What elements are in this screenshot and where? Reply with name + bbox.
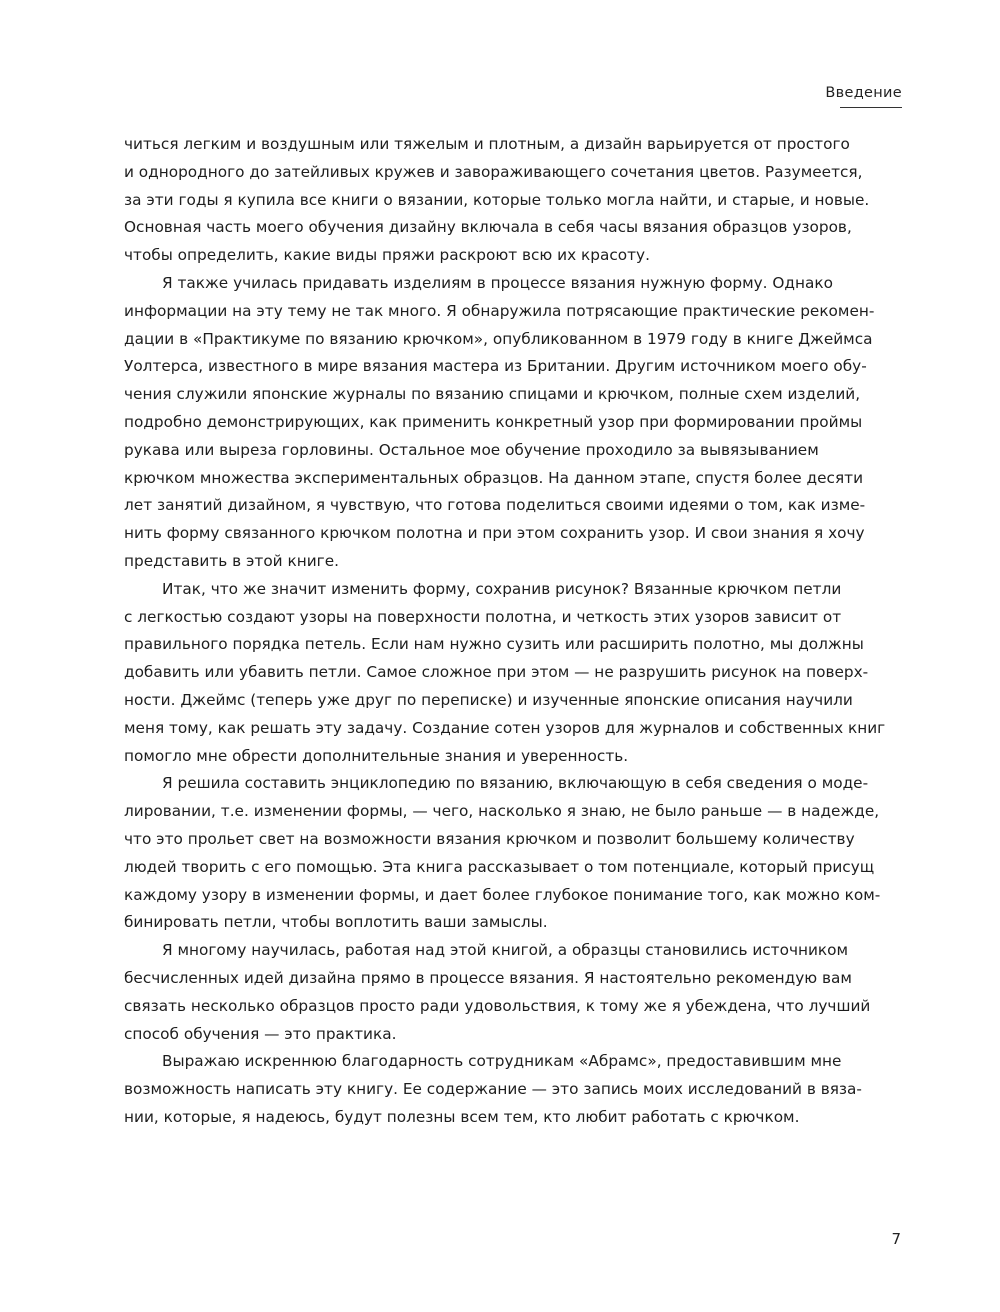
paragraph-2 [124,270,875,576]
page-number: 7 [891,1230,901,1248]
text-line: связать несколько образцов просто ради удовольствия, к тому же я убеждена, что лучший [124,996,871,1015]
text-line: Уолтерса, известного в мире вязания мастера из Британии. Другим источником моего обу- [124,357,867,376]
text-line: каждому узору в изменении формы, и дает более глубокое понимание того, как можно ком- [124,885,881,904]
text-line: добавить или убавить петли. Самое сложное при этом — не разрушить рисунок на поверх- [124,663,869,682]
text-line: за эти годы я купила все книги о вязании, которые только могла найти, и старые, и новые. [124,190,870,209]
text-line: правильного порядка петель. Если нам нужно сузить или расширить полотно, мы должны [124,635,864,654]
text-line: читься легким и воздушным или тяжелым и плотным, а дизайн варьируется от простого [124,135,850,153]
text-line: бесчисленных идей дизайна прямо в процессе вязания. Я настоятельно рекомендую вам [124,968,852,987]
text-line: информации на эту тему не так много. Я обнаружила потрясающие практические рекомен- [124,301,875,320]
text-line: с легкостью создают узоры на поверхности полотна, и четкость этих узоров зависит от [124,607,842,626]
paragraph-6 [124,1048,862,1131]
text-line: Я также училась придавать изделиям в процессе вязания нужную форму. Однако [162,273,833,292]
text-line: рукава или выреза горловины. Остальное мое обучение проходило за вывязыванием [124,440,819,459]
text-line: меня тому, как решать эту задачу. Создание сотен узоров для журналов и собственных книг [124,718,886,737]
text-line: Итак, что же значит изменить форму, сохранив рисунок? Вязанные крючком петли [162,579,842,598]
text-line: нии, которые, я надеюсь, будут полезны всем тем, кто любит работать с крючком. [124,1107,800,1126]
text-line: Я многому научилась, работая над этой книгой, а образцы становились источником [162,941,849,960]
text-line: что это прольет свет на возможности вязания крючком и позволит большему количеству [124,829,855,848]
text-line: лет занятий дизайном, я чувствую, что готова поделиться своими идеями о том, как изме- [124,496,866,515]
paragraph-1 [124,131,870,270]
text-line: дации в «Практикуме по вязанию крючком», опубликованном в 1979 году в книге Джеймса [124,329,873,348]
text-line: возможность написать эту книгу. Ее содержание — это запись моих исследований в вяза- [124,1080,862,1099]
text-line: и однородного до затейливых кружев и завораживающего сочетания цветов. Разумеется, [124,162,863,181]
text-line: ности. Джеймс (теперь уже друг по переписке) и изученные японские описания научили [124,690,853,709]
text-line: лировании, т.е. изменении формы, — чего, насколько я знаю, не было раньше — в надежде, [124,802,880,821]
text-line: людей творить с его помощью. Эта книга рассказывает о том потенциале, который присущ [124,857,875,876]
section-title: Введение [825,85,902,101]
text-line: крючком множества экспериментальных образцов. На данном этапе, спустя более десяти [124,468,864,487]
text-line: Основная часть моего обучения дизайну включала в себя часы вязания образцов узоров, [124,218,852,237]
text-line: помогло мне обрести дополнительные знания и уверенность. [124,746,629,765]
body-text [124,131,886,1132]
text-line: чения служили японские журналы по вязанию спицами и крючком, полные схем изделий, [124,385,861,404]
text-line: Выражаю искреннюю благодарность сотрудникам «Абрамс», предоставившим мне [162,1052,842,1071]
text-line: представить в этой книге. [124,551,339,570]
running-header [825,84,902,108]
text-line: бинировать петли, чтобы воплотить ваши замыслы. [124,913,548,932]
text-line: способ обучения — это практика. [124,1024,397,1043]
paragraph-3 [124,576,886,771]
header-rule [840,107,902,108]
paragraph-5 [124,937,871,1048]
text-line: чтобы определить, какие виды пряжи раскроют всю их красоту. [124,246,650,265]
text-line: подробно демонстрирующих, как применить конкретный узор при формировании проймы [124,412,863,431]
text-line: нить форму связанного крючком полотна и при этом сохранить узор. И свои знания я хочу [124,524,865,543]
text-line: Я решила составить энциклопедию по вязанию, включающую в себя сведения о моде- [162,774,869,793]
paragraph-4 [124,770,881,937]
